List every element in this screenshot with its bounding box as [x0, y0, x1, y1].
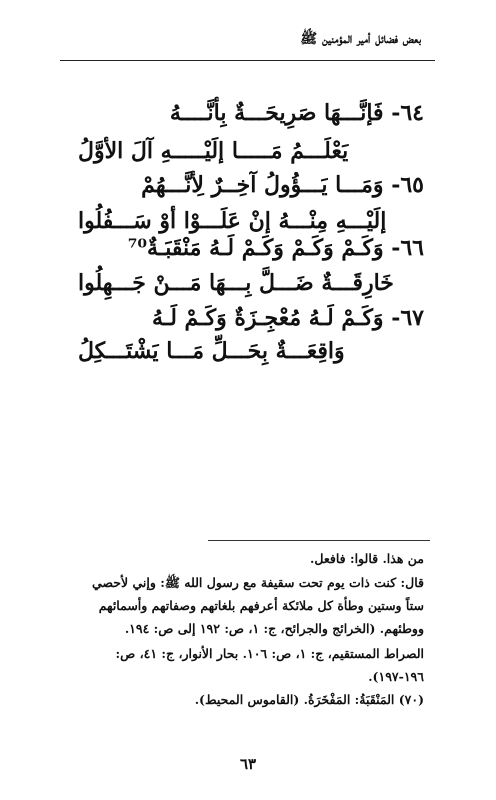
verse-line: ٦٦- وَكَـمْ وَكَـمْ وَكَـمْ لَـهُ مَنْقَبَـةٌ⁷⁰ [127, 235, 424, 261]
footnote-divider [208, 540, 430, 541]
running-header: بعض فضائل أمير المؤمنين ﷺ [300, 31, 421, 47]
footnote-line: (٧٠) المَنْقَبَةُ: المَفْخَرَةُ. (القاموس المحيط). [194, 692, 424, 707]
verse-line: خَارِقَـــةٌ ضَـــلَّ بِـــهَا مَـــنْ جَـــهِلُوا [78, 270, 394, 296]
verse-line: ٦٥- وَمَـــا يَـــؤُولُ آخِــرٌ لِأنَّـــهُمْ [141, 172, 424, 198]
verse-line: إلَيْـــهِ مِنْـــهُ إنْ عَلَـــوْا أوْ سَـــفُلُوا [78, 208, 387, 234]
footnote-line: ستاً وستين وطأة كل ملائكة أعرفهم بلغاتهم وصفاتهم وأسمائهم [98, 598, 424, 613]
footnote-line: من هذا. قالوا: فافعل. [310, 551, 424, 566]
footnote-line: الصراط المستقيم، ج: ١، ص: ١٠٦. بحار الأنوار، ج: ٤١، ص: [115, 646, 424, 661]
verse-line: ٦٧- وَكَـمْ لَـهُ مُعْجِـزَةٌ وَكَـمْ لَـهُ [151, 305, 424, 331]
footnote-line: قال: كنت ذات يوم تحت سقيفة مع رسول الله ﷺ: وإني لأحصي [91, 575, 424, 590]
footnote-line: ١٩٦-١٩٧). [368, 669, 424, 684]
header-divider [60, 60, 435, 61]
verse-line: وَاقِعَـــةٌ بِحَـــلِّ مَـــا يَشْتَـــكِلُ [78, 338, 345, 364]
footnote-line: ووطئهم. (الخرائج والجرائح، ج: ١، ص: ١٩٢ إلى ص: ١٩٤. [124, 621, 424, 636]
verse-line: يَعْلَـــمُ مَـــــا إلَيْـــــهِ آلَ الأوَّلُ [78, 138, 349, 164]
verse-line: ٦٤- فَإنَّـــهَا صَرِيحَـــةٌ بِأنَّــــهُ [169, 100, 424, 126]
page-number: ٦٣ [239, 755, 257, 773]
